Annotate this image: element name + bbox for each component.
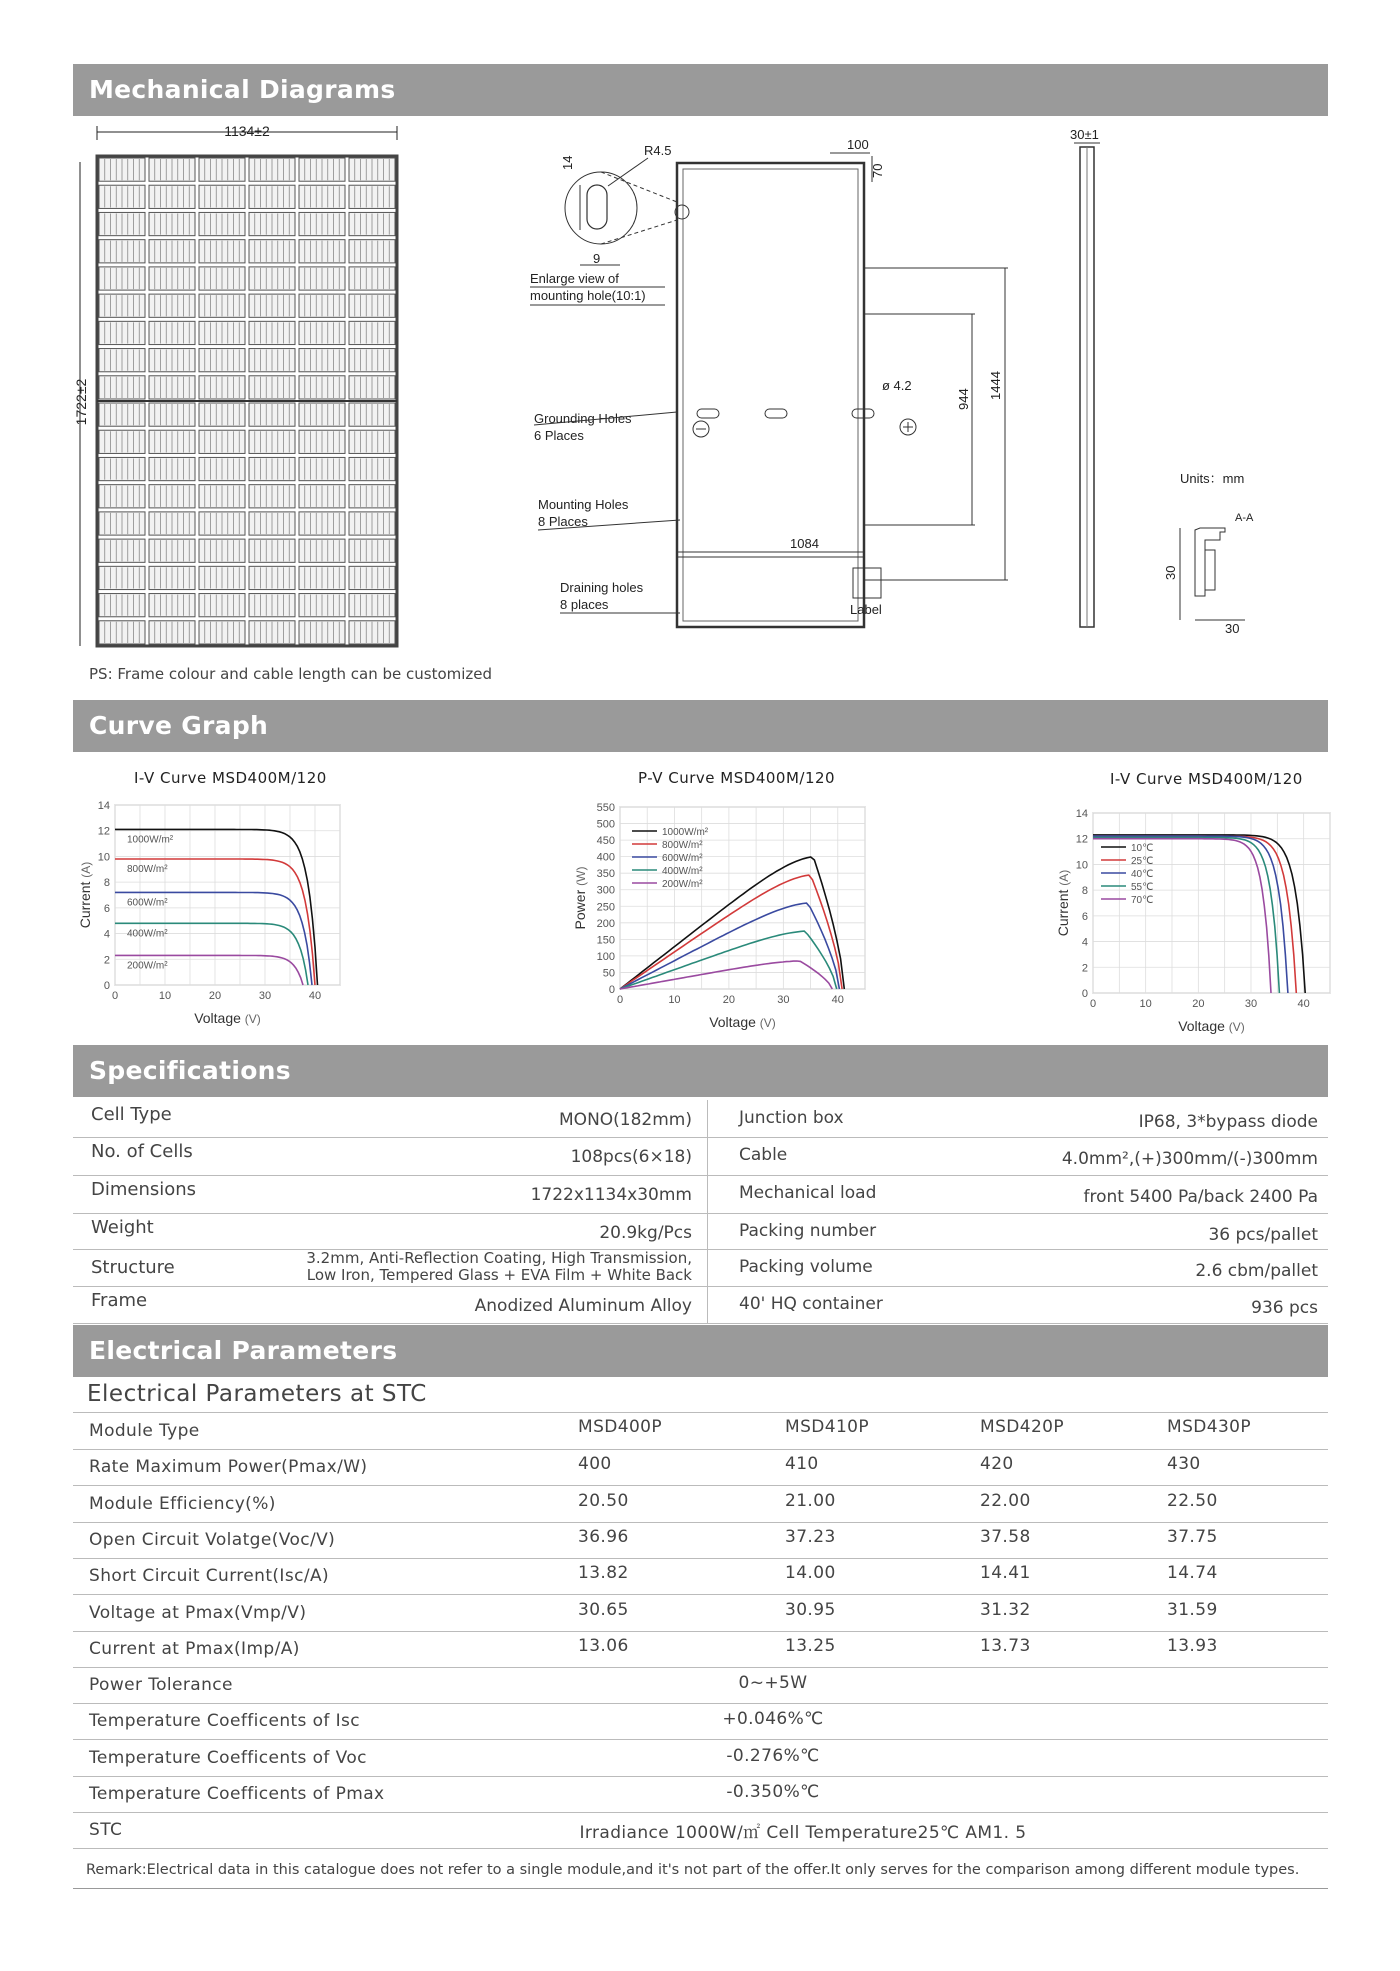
dim-30-width: 30 (1225, 621, 1240, 636)
electrical-value: 31.32 (980, 1599, 1031, 1620)
electrical-value: Irradiance 1000W/㎡ Cell Temperature25℃ AM1. 5 (579, 1823, 1027, 1844)
y-axis-unit: (A) (79, 861, 93, 878)
x-axis-label-text: Voltage (1178, 1018, 1229, 1034)
x-tick-label: 40 (1297, 998, 1310, 1010)
electrical-value: 420 (980, 1454, 1014, 1475)
panel-side-view (1070, 127, 1254, 636)
electrical-value: 13.82 (578, 1563, 629, 1584)
y-tick-label: 300 (596, 884, 615, 897)
y-tick-label: 550 (596, 802, 615, 814)
x-axis-label (709, 1014, 776, 1030)
electrical-value: 14.00 (785, 1563, 836, 1584)
electrical-row (73, 1558, 1328, 1595)
series-label: 200W/m² (127, 960, 168, 972)
electrical-row (73, 1740, 1328, 1777)
spec-label: Cable (739, 1145, 788, 1165)
spec-value: 108pcs(6×18) (570, 1147, 692, 1167)
spec-value: 2.6 cbm/pallet (1195, 1261, 1318, 1281)
series-label: 1000W/m² (127, 834, 174, 846)
chart-title-pv: P-V Curve MSD400M/120 (638, 769, 836, 787)
electrical-value: 37.23 (785, 1526, 836, 1547)
y-tick-label: 200 (596, 917, 615, 930)
y-axis-label-text: Current (1055, 885, 1071, 937)
spec-label: Weight (91, 1217, 154, 1238)
legend-entry: 70℃ (1131, 895, 1154, 906)
spec-value: MONO(182mm) (559, 1110, 692, 1130)
electrical-label: Module Efficiency(%) (89, 1493, 276, 1514)
grounding-label-1: Grounding Holes (534, 411, 632, 426)
dim-944: 944 (956, 388, 971, 410)
dim-width: 1134±2 (224, 123, 270, 139)
electrical-label: Temperature Coefficents of Voc (89, 1747, 367, 1768)
x-tick-label: 20 (1192, 998, 1205, 1010)
legend-entry: 10℃ (1131, 843, 1154, 854)
electrical-row (73, 1812, 1328, 1849)
electrical-label: Temperature Coefficents of Isc (89, 1711, 361, 1732)
electrical-row (73, 1703, 1328, 1740)
label-box-text: Label (850, 602, 882, 617)
dim-1444: 1444 (988, 371, 1003, 400)
legend-entry: 200W/m² (662, 879, 703, 890)
y-tick-label: 0 (608, 984, 615, 996)
series-label: 800W/m² (127, 864, 168, 875)
units-label: Units：mm (1180, 471, 1245, 486)
spec-label: Frame (91, 1290, 148, 1311)
series-label: 600W/m² (127, 897, 168, 909)
section-header-specs: Specifications (73, 1045, 1328, 1097)
x-tick-label: 40 (308, 990, 322, 1002)
legend-entry: 800W/m² (662, 840, 703, 851)
legend-entry: 400W/m² (662, 866, 703, 877)
electrical-row (73, 1449, 1328, 1486)
spec-row (73, 1213, 1328, 1250)
spec-label: Packing number (739, 1221, 877, 1241)
legend-entry: 55℃ (1131, 882, 1154, 893)
ps-note: PS: Frame colour and cable length can be customized (89, 665, 493, 683)
electrical-row (73, 1522, 1328, 1559)
dim-1084: 1084 (790, 536, 819, 551)
dim-height: 1722±2 (73, 378, 89, 426)
spec-label: 40' HQ container (739, 1294, 883, 1314)
panel-back-view (530, 137, 1008, 627)
y-tick-label: 8 (103, 877, 110, 890)
spec-value: IP68, 3*bypass diode (1138, 1112, 1318, 1132)
pv-curve-chart (555, 795, 875, 1035)
electrical-row (73, 1776, 1328, 1813)
y-tick-label: 10 (1075, 859, 1088, 872)
section-aa-label: A-A (1235, 512, 1254, 524)
section-header-curve: Curve Graph (73, 700, 1328, 752)
y-tick-label: 14 (1075, 808, 1088, 820)
y-tick-label: 0 (103, 980, 110, 992)
electrical-value: MSD410P (785, 1417, 870, 1437)
remark-note: Remark:Electrical data in this catalogue does not refer to a single module,and it's not part of the offer.It only serves for the comparison among different module types. (86, 1862, 1300, 1878)
y-tick-label: 100 (596, 950, 615, 963)
panel-front-view (73, 123, 397, 646)
electrical-value: 14.74 (1167, 1563, 1218, 1584)
chart-title-iv2: I-V Curve MSD400M/120 (1110, 770, 1303, 788)
electrical-value: -0.276%℃ (726, 1745, 820, 1766)
electrical-value: 13.93 (1167, 1635, 1218, 1656)
dim-70: 70 (870, 163, 885, 178)
electrical-value: 22.00 (980, 1490, 1031, 1511)
x-tick-label: 30 (258, 990, 272, 1002)
electrical-row (73, 1667, 1328, 1704)
electrical-value: 13.06 (578, 1635, 629, 1656)
plot-area (620, 807, 865, 989)
y-tick-label: 4 (1081, 936, 1088, 949)
x-axis-unit: (V) (244, 1012, 261, 1026)
x-tick-label: 10 (1139, 998, 1152, 1010)
x-tick-label: 30 (777, 994, 790, 1006)
spec-value: 20.9kg/Pcs (599, 1223, 692, 1243)
x-axis-label-text: Voltage (709, 1014, 760, 1030)
electrical-value: 20.50 (578, 1490, 629, 1511)
spec-value: 936 pcs (1251, 1298, 1318, 1318)
electrical-value: 36.96 (578, 1526, 629, 1547)
y-tick-label: 400 (596, 851, 615, 864)
electrical-value: MSD420P (980, 1417, 1065, 1437)
y-tick-label: 8 (1081, 885, 1088, 898)
dim-r45: R4.5 (644, 143, 672, 158)
x-tick-label: 40 (831, 994, 844, 1006)
mounting-label-1: Mounting Holes (538, 497, 629, 512)
y-tick-label: 14 (97, 800, 110, 812)
x-axis-label (1178, 1018, 1245, 1034)
spec-label: Dimensions (91, 1179, 197, 1200)
electrical-row (73, 1631, 1328, 1668)
iv-curve-temperature-chart (1045, 795, 1345, 1040)
spec-row (73, 1137, 1328, 1176)
spec-label: No. of Cells (91, 1141, 193, 1162)
spec-value (306, 1250, 692, 1284)
electrical-value: 14.41 (980, 1563, 1031, 1584)
electrical-value: -0.350%℃ (726, 1782, 820, 1802)
y-tick-label: 4 (103, 928, 110, 941)
spec-value: Anodized Aluminum Alloy (474, 1296, 692, 1316)
mechanical-diagrams (60, 120, 1350, 650)
electrical-value: 21.00 (785, 1490, 836, 1511)
electrical-value: 31.59 (1167, 1599, 1218, 1620)
y-axis-label (77, 862, 93, 929)
draining-label-1: Draining holes (560, 580, 644, 595)
spec-label: Packing volume (739, 1257, 873, 1277)
dim-30-height: 30 (1163, 565, 1178, 580)
x-tick-label: 20 (722, 994, 736, 1006)
electrical-value: 30.65 (578, 1599, 629, 1620)
x-tick-label: 0 (616, 994, 624, 1006)
enlarge-label-1: Enlarge view of (530, 271, 619, 286)
electrical-value: 37.75 (1167, 1526, 1218, 1547)
electrical-value: 37.58 (980, 1526, 1031, 1547)
y-axis-unit: (A) (1057, 869, 1071, 886)
electrical-value: 13.73 (980, 1635, 1031, 1656)
electrical-value: MSD430P (1167, 1417, 1252, 1437)
spec-value: 4.0mm²,(+)300mm/(-)300mm (1061, 1149, 1318, 1169)
spec-value: 36 pcs/pallet (1208, 1225, 1318, 1245)
y-tick-label: 12 (1075, 833, 1088, 846)
legend-entry: 600W/m² (662, 853, 703, 864)
spec-label: Junction box (739, 1108, 844, 1128)
electrical-row (73, 1486, 1328, 1523)
spec-label: Mechanical load (739, 1183, 877, 1203)
electrical-subtitle: Electrical Parameters at STC (87, 1381, 427, 1407)
electrical-label: Rate Maximum Power(Pmax/W) (89, 1457, 368, 1478)
x-tick-label: 20 (208, 990, 222, 1002)
spec-row (73, 1249, 1328, 1287)
y-tick-label: 350 (596, 868, 615, 881)
x-tick-label: 30 (1244, 998, 1258, 1010)
iv-curve-irradiance-chart (70, 795, 370, 1035)
plot-area (115, 805, 340, 985)
y-axis-label-text: Current (77, 877, 93, 929)
chart-title-iv1: I-V Curve MSD400M/120 (134, 769, 327, 787)
spec-row (73, 1286, 1328, 1324)
y-tick-label: 2 (1081, 962, 1088, 975)
spec-value-line: Low Iron, Tempered Glass + EVA Film + White Back (306, 1266, 692, 1284)
y-axis-label (572, 867, 588, 930)
spec-row (73, 1175, 1328, 1214)
electrical-value: 410 (785, 1454, 819, 1475)
grounding-label-2: 6 Places (534, 428, 584, 443)
y-tick-label: 2 (103, 954, 110, 967)
section-header-mechanical: Mechanical Diagrams (73, 64, 1328, 116)
spec-label: Structure (91, 1257, 175, 1278)
y-axis-label (1055, 870, 1071, 937)
spec-value: 1722x1134x30mm (530, 1185, 692, 1205)
spec-row (73, 1100, 1328, 1138)
y-tick-label: 10 (97, 851, 110, 864)
electrical-value: 400 (578, 1454, 612, 1475)
spec-value-line: 3.2mm, Anti-Reflection Coating, High Transmission, (306, 1249, 692, 1267)
electrical-label: Current at Pmax(Imp/A) (89, 1638, 300, 1659)
y-tick-label: 250 (596, 901, 615, 914)
draining-label-2: 8 places (560, 597, 609, 612)
legend-entry: 25℃ (1131, 856, 1154, 867)
electrical-value: 0~+5W (738, 1673, 808, 1694)
electrical-label: Open Circuit Volatge(Voc/V) (89, 1529, 336, 1550)
legend-entry: 40℃ (1131, 869, 1154, 880)
electrical-value: 22.50 (1167, 1490, 1218, 1511)
legend-entry: 1000W/m² (662, 827, 709, 838)
y-tick-label: 150 (596, 934, 615, 947)
y-tick-label: 12 (97, 825, 110, 838)
y-tick-label: 50 (602, 967, 615, 980)
dim-30-thickness: 30±1 (1070, 127, 1099, 142)
series-label: 400W/m² (127, 928, 168, 940)
electrical-value: 30.95 (785, 1599, 836, 1620)
electrical-row (73, 1595, 1328, 1632)
enlarge-label-2: mounting hole(10:1) (530, 288, 646, 303)
electrical-label: Voltage at Pmax(Vmp/V) (89, 1602, 307, 1623)
electrical-value: +0.046%℃ (722, 1709, 824, 1730)
electrical-row (73, 1413, 1328, 1450)
dim-14: 14 (560, 155, 575, 170)
electrical-label: Short Circuit Current(Isc/A) (89, 1566, 330, 1587)
y-axis-label-text: Power (572, 885, 588, 930)
x-axis-unit: (V) (1228, 1020, 1245, 1034)
electrical-label: Module Type (89, 1421, 200, 1441)
x-tick-label: 0 (111, 990, 119, 1002)
electrical-value: MSD400P (578, 1417, 663, 1437)
spec-label: Cell Type (91, 1104, 172, 1125)
electrical-label: STC (89, 1820, 123, 1841)
electrical-value: 13.25 (785, 1635, 836, 1656)
dim-100: 100 (847, 137, 869, 152)
dim-42: ø 4.2 (882, 378, 912, 393)
y-tick-label: 6 (103, 902, 110, 915)
x-axis-label-text: Voltage (194, 1010, 245, 1026)
spec-value: front 5400 Pa/back 2400 Pa (1083, 1187, 1318, 1207)
mounting-label-2: 8 Places (538, 514, 588, 529)
y-axis-unit: (W) (574, 866, 588, 886)
electrical-value: 430 (1167, 1454, 1201, 1475)
electrical-label: Power Tolerance (89, 1675, 233, 1696)
y-tick-label: 0 (1081, 988, 1088, 1000)
section-header-electrical: Electrical Parameters (73, 1325, 1328, 1377)
x-axis-unit: (V) (759, 1016, 776, 1030)
y-tick-label: 6 (1081, 910, 1088, 923)
y-tick-label: 450 (596, 835, 615, 848)
x-tick-label: 10 (668, 994, 681, 1006)
dim-9: 9 (593, 251, 601, 266)
electrical-label: Temperature Coefficents of Pmax (89, 1784, 385, 1804)
y-tick-label: 500 (596, 818, 615, 831)
x-tick-label: 10 (158, 990, 172, 1002)
x-axis-label (194, 1010, 261, 1026)
x-tick-label: 0 (1089, 998, 1097, 1010)
